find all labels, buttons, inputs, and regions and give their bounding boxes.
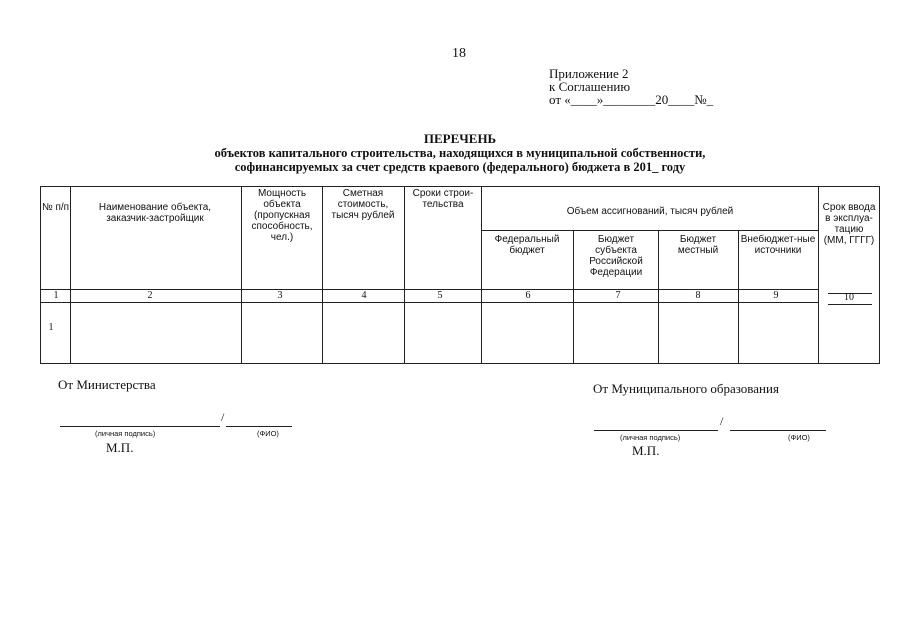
appendix-line-1: Приложение 2 [549,66,629,81]
header-extra: Внебюджет-ные источники [740,234,816,256]
signature-line-municipality [594,430,718,431]
hint-name-ministry: (ФИО) [257,429,279,438]
name-line-municipality [730,430,826,431]
col-number-4: 4 [361,290,367,301]
col-number-9: 9 [773,290,779,301]
appendix-line-2: к Соглашению [549,79,631,94]
table-row-num: 1 [48,322,54,333]
hint-signature-ministry: (личная подпись) [95,429,156,438]
page-number: 18 [452,46,466,61]
stamp-municipality: М.П. [632,443,660,458]
signature-slash-right: / [720,414,724,428]
col-number-7: 7 [615,290,621,301]
appendix-line-3: от «____»________20____№_ [549,92,714,107]
col-number-8: 8 [695,290,701,301]
header-federal: Федеральный бюджет [494,234,560,256]
document-title [40,132,880,174]
header-allocations: Объем ассигнований, тысяч рублей [566,206,734,217]
header-cost: Сметная стоимость, тысяч рублей [331,188,395,221]
header-capacity: Мощность объекта (пропускная способность, чел.) [251,188,313,243]
signature-line-ministry [60,426,220,427]
header-subject: Бюджет субъекта Российской Федерации [589,234,643,278]
col-number-2: 2 [147,290,153,301]
col-number-6: 6 [525,290,531,301]
stamp-ministry: М.П. [106,440,134,455]
col-number-1: 1 [53,290,59,301]
title-main: ПЕРЕЧЕНЬ [423,131,497,146]
header-deadline: Срок ввода в эксплуа-тацию (ММ, ГГГГ) [822,202,876,246]
signature-label-municipality: От Муниципального образования [593,381,779,396]
col-number-10: 10 [844,292,854,303]
signature-slash: / [221,410,225,424]
col-number-3: 3 [277,290,283,301]
hint-signature-municipality: (личная подпись) [620,433,681,442]
appendix-header [549,67,713,106]
title-subtitle-2: софинансируемых за счет средств краевого (федерального) бюджета в 201_ году [234,160,686,174]
header-terms: Сроки строи-тельства [412,188,474,210]
signature-label-ministry: От Министерства [58,377,156,392]
name-line-ministry [226,426,292,427]
header-num: № п/п [41,202,70,213]
header-name: Наименование объекта, заказчик-застройщик [98,202,212,224]
col-number-5: 5 [437,290,443,301]
header-local: Бюджет местный [677,234,719,256]
objects-table [40,186,880,364]
title-subtitle-1: объектов капитального строительства, находящихся в муниципальной собственности, [214,146,706,160]
hint-name-municipality: (ФИО) [788,433,810,442]
